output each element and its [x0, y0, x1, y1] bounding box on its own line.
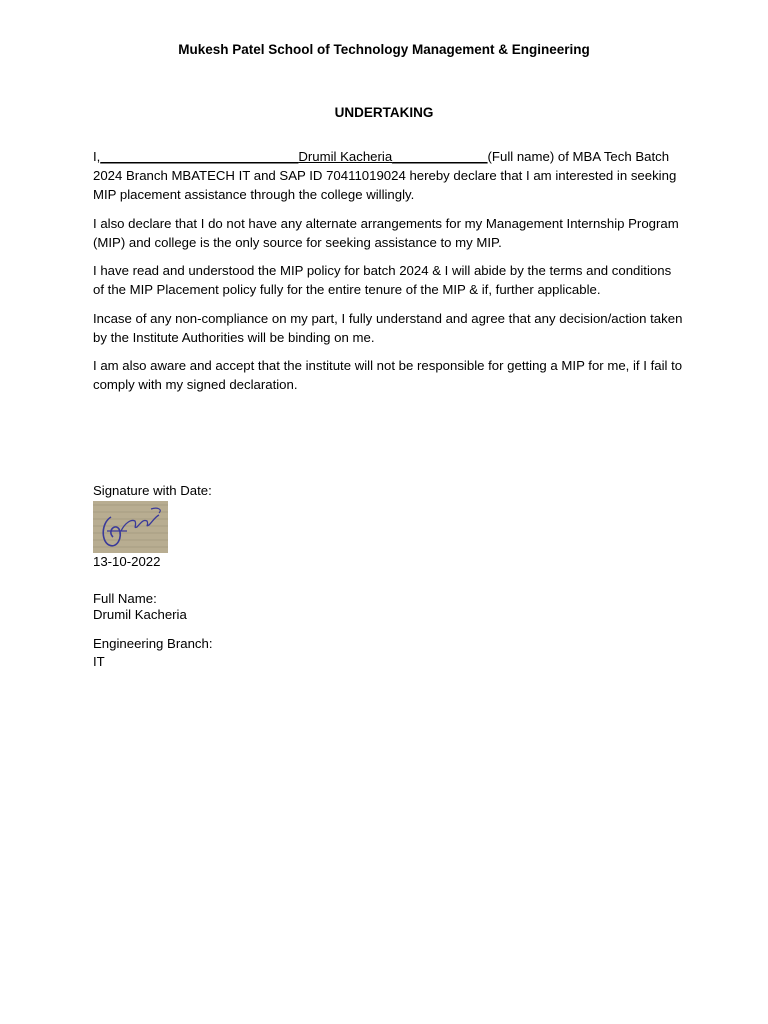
institution-header: Mukesh Patel School of Technology Management & Engineering — [178, 42, 590, 57]
signature-label: Signature with Date: — [93, 483, 212, 498]
name-blank-before: ___________________________ — [100, 149, 299, 164]
name-blank-after: _____________ — [392, 149, 488, 164]
declaration-prefix: I, — [93, 149, 101, 164]
engineering-branch-value: IT — [93, 654, 105, 669]
full-name-value: Drumil Kacheria — [93, 607, 187, 622]
document-title: UNDERTAKING — [334, 105, 434, 120]
paragraph-responsibility: I am also aware and accept that the institute will not be responsible for getting a MIP for me, if I fail to comply with my signed declaration. — [93, 358, 683, 392]
signature-date: 13-10-2022 — [93, 554, 161, 569]
declarant-name: Drumil Kacheria — [298, 149, 393, 164]
undertaking-body — [93, 147, 683, 404]
signature-image — [93, 501, 168, 553]
engineering-branch-label: Engineering Branch: — [93, 636, 213, 651]
paragraph-mip-policy: I have read and understood the MIP policy for batch 2024 & I will abide by the terms and conditions of the MIP Placement policy fully for the entire tenure of the MIP & if, further applicable. — [93, 263, 672, 297]
full-name-label: Full Name: — [93, 591, 157, 606]
paragraph-alternate-arrangements: I also declare that I do not have any alternate arrangements for my Management Internship Program (MIP) and college is the only source for seeking assistance to my MIP. — [93, 215, 679, 250]
paragraph-non-compliance: Incase of any non-compliance on my part, I fully understand and agree that any decision/action taken by the Institute Authorities will be binding on me. — [93, 310, 683, 345]
declaration-paragraph — [93, 147, 683, 204]
declaration-suffix: (Full name) of MBA Tech Batch 2024 Branch MBATECH IT and SAP ID 70411019024 hereby declare that I am interested in seeking MIP placement assistance through the college willingly. — [93, 149, 677, 202]
handwritten-signature — [93, 501, 168, 553]
